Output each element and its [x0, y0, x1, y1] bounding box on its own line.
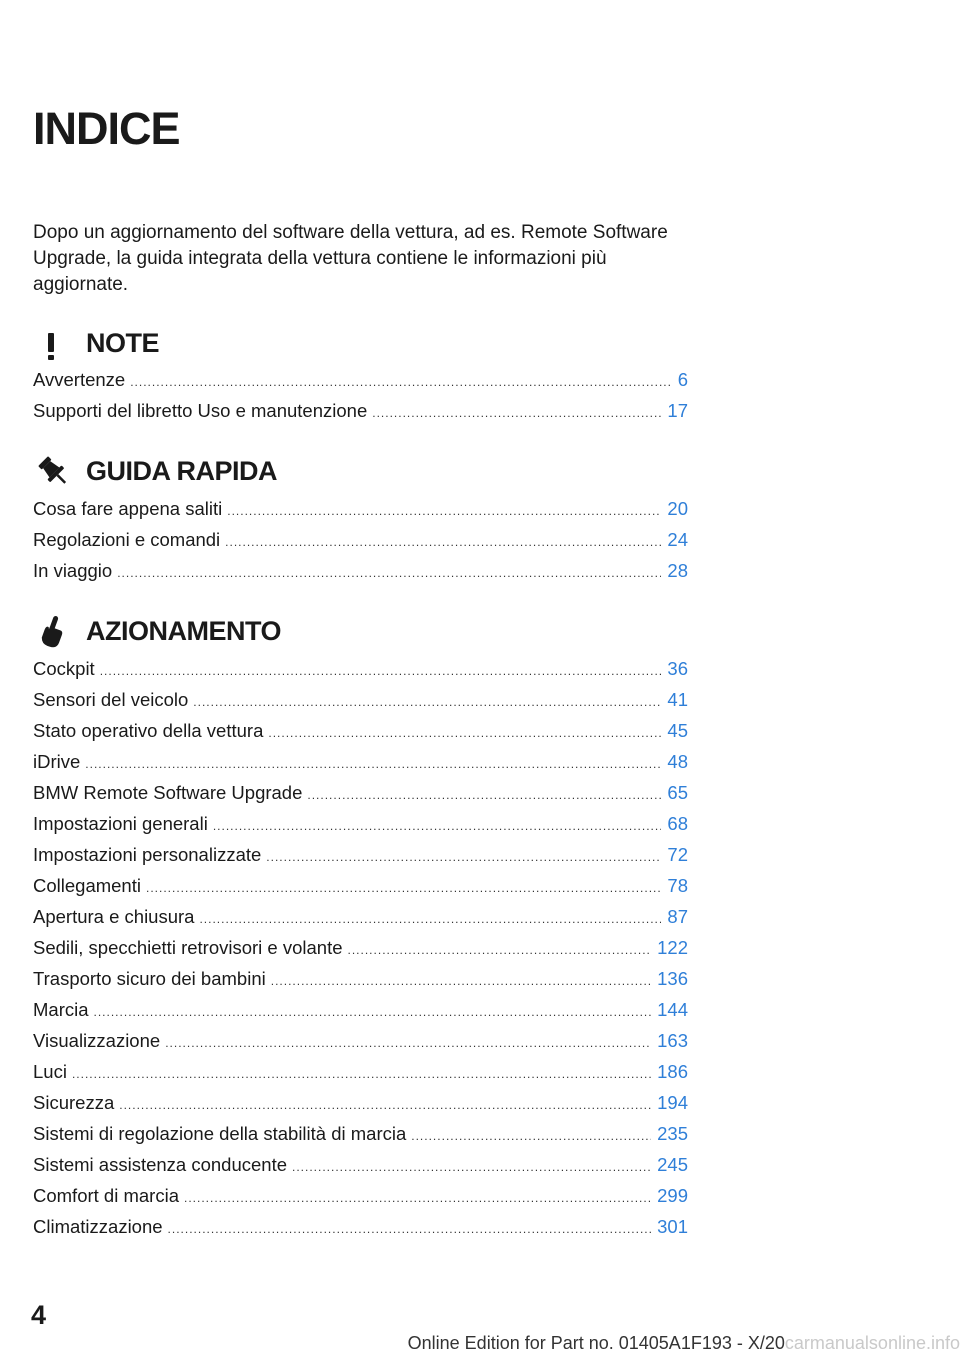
toc-entry[interactable]	[33, 493, 688, 524]
dot-leader	[94, 997, 652, 1028]
toc-entry-label: Cosa fare appena saliti	[33, 498, 223, 519]
dot-leader	[225, 527, 661, 558]
toc-entry-label: Cockpit	[33, 658, 95, 679]
dot-leader	[271, 966, 651, 997]
toc-entry[interactable]	[33, 994, 688, 1025]
section-heading-note	[33, 323, 159, 363]
toc-page-link[interactable]: 20	[667, 498, 688, 519]
toc-entry-label: Sicurezza	[33, 1092, 115, 1113]
toc-entry-label: Visualizzazione	[33, 1030, 161, 1051]
dot-leader	[199, 904, 661, 935]
section-heading-guida-rapida	[33, 451, 277, 491]
toc-page-link[interactable]: 45	[667, 720, 688, 741]
toc-entry-label: iDrive	[33, 751, 81, 772]
toc-page-link[interactable]: 122	[657, 937, 688, 958]
dot-leader	[130, 367, 671, 398]
dot-leader	[227, 496, 661, 527]
toc-entry[interactable]	[33, 1118, 688, 1149]
dot-leader	[307, 780, 661, 811]
dot-leader	[372, 398, 661, 429]
toc-entry-label: Trasporto sicuro dei bambini	[33, 968, 266, 989]
toc-entry-label: Impostazioni personalizzate	[33, 844, 262, 865]
section-title: GUIDA RAPIDA	[86, 455, 278, 486]
dot-leader	[85, 749, 661, 780]
toc-entry[interactable]	[33, 715, 688, 746]
dot-leader	[165, 1028, 651, 1059]
toc-entry[interactable]	[33, 808, 688, 839]
toc-entry[interactable]	[33, 524, 688, 555]
section-title: AZIONAMENTO	[86, 615, 281, 646]
dot-leader	[348, 935, 652, 966]
toc-list-azionamento	[33, 653, 688, 1242]
toc-entry[interactable]	[33, 1211, 688, 1242]
toc-page-link[interactable]: 136	[657, 968, 688, 989]
toc-page-link[interactable]: 48	[667, 751, 688, 772]
toc-page-link[interactable]: 68	[667, 813, 688, 834]
dot-leader	[184, 1183, 651, 1214]
toc-entry-label: Avvertenze	[33, 369, 126, 390]
toc-page-link[interactable]: 163	[657, 1030, 688, 1051]
toc-entry-label: Marcia	[33, 999, 89, 1020]
dot-leader	[411, 1121, 651, 1152]
dot-leader	[193, 687, 661, 718]
toc-page-link[interactable]: 72	[667, 844, 688, 865]
toc-entry-label: Sedili, specchietti retrovisori e volante	[33, 937, 343, 958]
toc-entry[interactable]	[33, 746, 688, 777]
toc-entry-label: Collegamenti	[33, 875, 141, 896]
page-number: 4	[31, 1300, 47, 1330]
toc-entry[interactable]	[33, 684, 688, 715]
toc-entry-label: Sensori del veicolo	[33, 689, 189, 710]
toc-page-link[interactable]: 41	[667, 689, 688, 710]
footer	[408, 1333, 960, 1354]
toc-page-link[interactable]: 299	[657, 1185, 688, 1206]
toc-page-link[interactable]: 36	[667, 658, 688, 679]
toc-entry-label: Climatizzazione	[33, 1216, 163, 1237]
dot-leader	[146, 873, 661, 904]
page-title: INDICE	[33, 103, 180, 154]
toc-entry[interactable]	[33, 1180, 688, 1211]
toc-page-link[interactable]: 6	[677, 369, 688, 390]
toc-entry-label: In viaggio	[33, 560, 113, 581]
toc-page-link[interactable]: 194	[657, 1092, 688, 1113]
toc-page-link[interactable]: 17	[667, 400, 688, 421]
toc-page-link[interactable]: 245	[657, 1154, 688, 1175]
toc-entry[interactable]	[33, 1025, 688, 1056]
edition-info: Online Edition for Part no. 01405A1F193 - X/20	[407, 1333, 785, 1353]
dot-leader	[100, 656, 662, 687]
toc-entry-label: BMW Remote Software Upgrade	[33, 782, 303, 803]
toc-entry[interactable]	[33, 870, 688, 901]
toc-entry-label: Apertura e chiusura	[33, 906, 195, 927]
dot-leader	[268, 718, 661, 749]
toc-page-link[interactable]: 65	[667, 782, 688, 803]
toc-page-link[interactable]: 87	[667, 906, 688, 927]
toc-entry[interactable]	[33, 963, 688, 994]
toc-entry[interactable]	[33, 395, 688, 426]
toc-entry-label: Luci	[33, 1061, 67, 1082]
toc-entry[interactable]	[33, 932, 688, 963]
exclamation-icon	[33, 323, 73, 363]
dot-leader	[213, 811, 662, 842]
toc-entry[interactable]	[33, 839, 688, 870]
toc-list-guida-rapida	[33, 493, 688, 586]
toc-entry-label: Impostazioni generali	[33, 813, 208, 834]
toc-entry[interactable]	[33, 555, 688, 586]
dot-leader	[117, 558, 661, 589]
section-heading-azionamento	[33, 611, 281, 651]
toc-entry-label: Sistemi di regolazione della stabilità di marcia	[33, 1123, 407, 1144]
toc-page-link[interactable]: 24	[667, 529, 688, 550]
toc-entry-label: Supporti del libretto Uso e manutenzione	[33, 400, 368, 421]
toc-page-link[interactable]: 235	[657, 1123, 688, 1144]
toc-entry-label: Comfort di marcia	[33, 1185, 179, 1206]
toc-list-note	[33, 364, 688, 426]
hand-pointer-icon	[33, 611, 73, 651]
section-title: NOTE	[86, 327, 160, 358]
toc-entry-label: Sistemi assistenza conducente	[33, 1154, 287, 1175]
toc-page-link[interactable]: 144	[657, 999, 688, 1020]
toc-entry[interactable]	[33, 901, 688, 932]
toc-page-link[interactable]: 301	[657, 1216, 688, 1237]
pin-icon	[33, 451, 73, 491]
toc-page-link[interactable]: 78	[667, 875, 688, 896]
dot-leader	[168, 1214, 652, 1245]
dot-leader	[292, 1152, 651, 1183]
toc-entry[interactable]	[33, 1149, 688, 1180]
intro-text: Dopo un aggiornamento del software della vettura, ad es. Remote Software Upgrade, la guida integrata della vettura contiene le informazioni più aggiornate.	[33, 222, 668, 295]
toc-entry[interactable]	[33, 1056, 688, 1087]
toc-entry[interactable]	[33, 777, 688, 808]
dot-leader	[266, 842, 661, 873]
toc-entry[interactable]	[33, 653, 688, 684]
watermark: carmanualsonline.info	[784, 1333, 960, 1353]
dot-leader	[119, 1090, 651, 1121]
toc-entry-label: Stato operativo della vettura	[33, 720, 264, 741]
toc-entry-label: Regolazioni e comandi	[33, 529, 221, 550]
dot-leader	[72, 1059, 651, 1090]
toc-entry[interactable]	[33, 364, 688, 395]
toc-page-link[interactable]: 28	[667, 560, 688, 581]
toc-entry[interactable]	[33, 1087, 688, 1118]
toc-page-link[interactable]: 186	[657, 1061, 688, 1082]
